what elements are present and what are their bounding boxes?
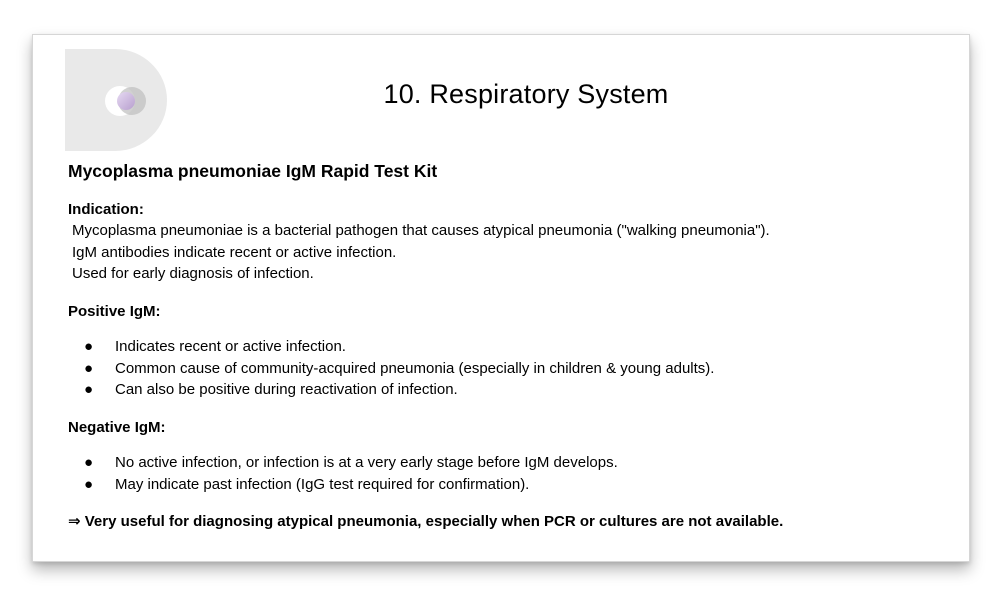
- indication-line: IgM antibodies indicate recent or active infection.: [72, 243, 397, 261]
- indication-heading: Indication:: [68, 200, 144, 218]
- list-item: [68, 358, 948, 380]
- document-body: [68, 161, 948, 533]
- bullet-icon: ●: [84, 475, 94, 493]
- bullet-icon: ●: [84, 381, 94, 398]
- negative-list: [68, 452, 948, 495]
- list-item: [68, 336, 948, 358]
- bullet-icon: ●: [84, 454, 94, 471]
- list-item-text: Indicates recent or active infection.: [115, 338, 346, 355]
- indication-line: Used for early diagnosis of infection.: [72, 265, 314, 282]
- document-page: [32, 34, 970, 562]
- list-item: [68, 452, 948, 474]
- list-item: [68, 474, 948, 496]
- kit-title: Mycoplasma pneumoniae IgM Rapid Test Kit: [68, 161, 438, 181]
- list-item-text: Common cause of community-acquired pneumonia (especially in children & young adults).: [115, 359, 715, 377]
- bullet-icon: ●: [84, 338, 94, 355]
- conclusion-text: ⇒ Very useful for diagnosing atypical pneumonia, especially when PCR or cultures are not available.: [68, 513, 784, 530]
- positive-heading: Positive IgM:: [68, 302, 161, 320]
- list-item-text: May indicate past infection (IgG test required for confirmation).: [115, 475, 530, 493]
- list-item-text: No active infection, or infection is at a very early stage before IgM develops.: [115, 454, 618, 471]
- page-title: 10. Respiratory System: [383, 79, 669, 109]
- indication-line: Mycoplasma pneumoniae is a bacterial pathogen that causes atypical pneumonia ("walking pneumonia").: [72, 222, 770, 239]
- bullet-icon: ●: [84, 359, 94, 377]
- list-item-text: Can also be positive during reactivation of infection.: [115, 381, 458, 398]
- list-item: [68, 379, 948, 401]
- positive-list: [68, 336, 948, 401]
- negative-heading: Negative IgM:: [68, 418, 166, 436]
